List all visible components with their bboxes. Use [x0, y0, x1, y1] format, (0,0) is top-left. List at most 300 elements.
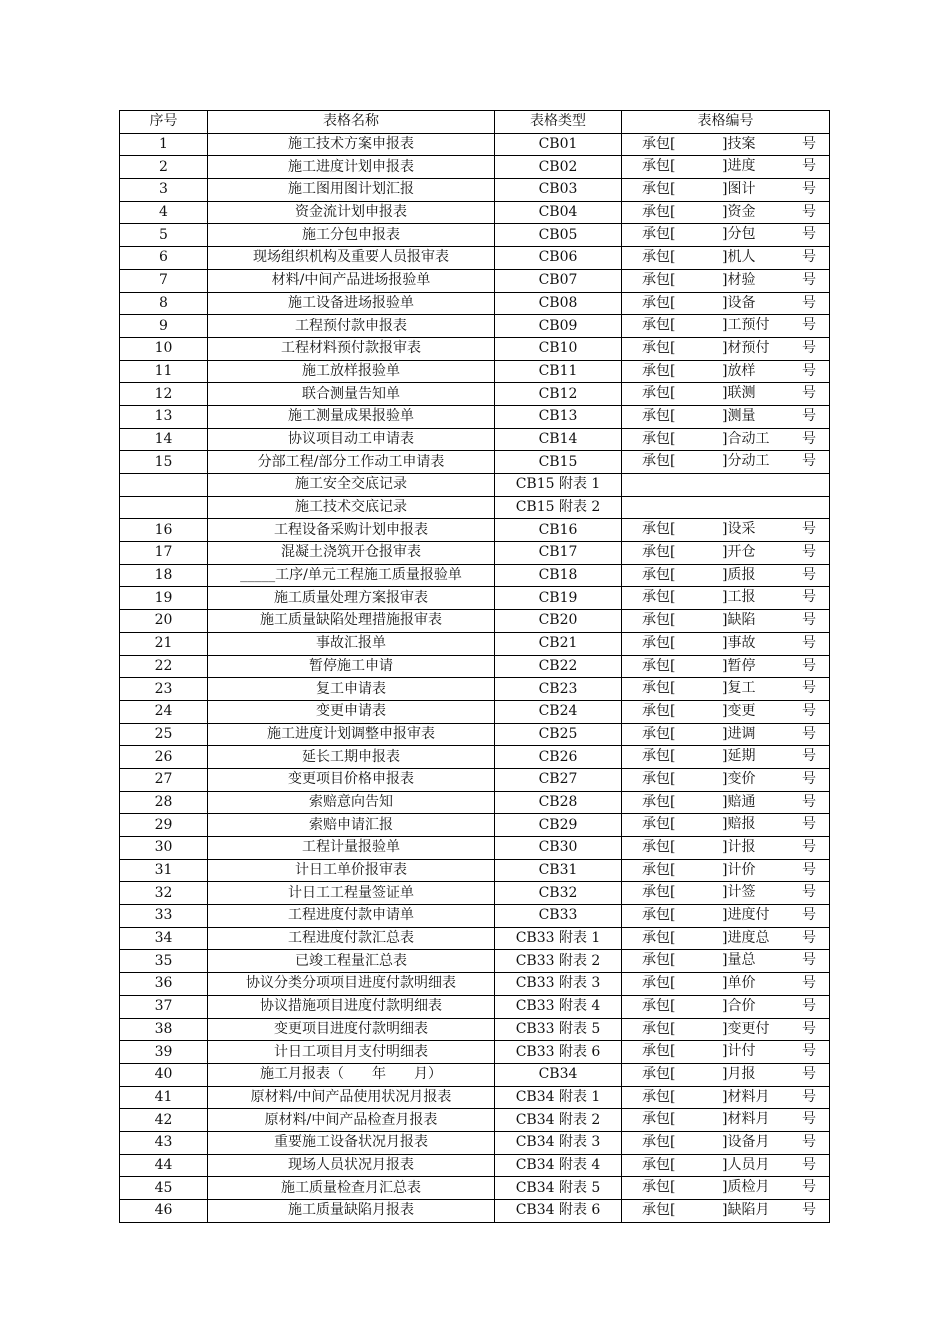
code-prefix: 承包[ — [642, 816, 676, 833]
code-abbreviation: 设采 — [727, 521, 756, 538]
form-type: CB07 — [495, 269, 622, 292]
form-type: CB09 — [495, 315, 622, 338]
form-type: CB04 — [495, 201, 622, 224]
code-bracket-close: ] — [722, 1156, 728, 1173]
code-prefix: 承包[ — [642, 1133, 676, 1150]
code-suffix: 号 — [802, 249, 816, 266]
code-abbreviation: 量总 — [727, 952, 756, 969]
code-abbreviation: 联测 — [727, 385, 756, 402]
row-number: 21 — [120, 632, 208, 655]
form-code — [622, 814, 830, 837]
form-name: 混凝土浇筑开仓报审表 — [208, 542, 495, 565]
form-name: 计日工单价报审表 — [208, 859, 495, 882]
form-type: CB03 — [495, 179, 622, 202]
form-type: CB15 — [495, 451, 622, 474]
form-code — [622, 632, 830, 655]
code-abbreviation: 计付 — [727, 1043, 756, 1060]
form-type: CB33 附表 2 — [495, 950, 622, 973]
form-code — [622, 587, 830, 610]
code-prefix: 承包[ — [642, 430, 676, 447]
form-code — [622, 247, 830, 270]
code-suffix: 号 — [802, 158, 816, 175]
table-row — [120, 746, 830, 769]
table-row — [120, 315, 830, 338]
table-row — [120, 768, 830, 791]
row-number: 8 — [120, 292, 208, 315]
form-type: CB27 — [495, 768, 622, 791]
form-name: 工程预付款申报表 — [208, 315, 495, 338]
form-type: CB33 附表 1 — [495, 927, 622, 950]
form-type: CB16 — [495, 519, 622, 542]
code-prefix: 承包[ — [642, 135, 676, 152]
table-row — [120, 1109, 830, 1132]
row-number: 43 — [120, 1131, 208, 1154]
code-suffix: 号 — [802, 339, 816, 356]
code-prefix: 承包[ — [642, 566, 676, 583]
code-suffix: 号 — [802, 884, 816, 901]
form-code — [622, 700, 830, 723]
code-abbreviation: 分动工 — [727, 453, 770, 470]
code-bracket-close: ] — [722, 589, 728, 606]
form-name: 延长工期申报表 — [208, 746, 495, 769]
form-code — [622, 496, 830, 519]
form-code — [622, 1200, 830, 1223]
form-code — [622, 791, 830, 814]
form-type: CB12 — [495, 383, 622, 406]
code-abbreviation: 材验 — [727, 271, 756, 288]
code-suffix: 号 — [802, 1133, 816, 1150]
form-name: 施工技术方案申报表 — [208, 133, 495, 156]
table-row — [120, 1041, 830, 1064]
form-type: CB14 — [495, 428, 622, 451]
table-row — [120, 632, 830, 655]
code-abbreviation: 测量 — [727, 407, 756, 424]
code-prefix: 承包[ — [642, 839, 676, 855]
code-abbreviation: 进度付 — [727, 907, 770, 924]
row-number: 36 — [120, 973, 208, 996]
code-bracket-close: ] — [722, 793, 728, 810]
form-name: 施工进度计划调整申报审表 — [208, 723, 495, 746]
code-suffix: 号 — [802, 1088, 816, 1105]
table-row — [120, 383, 830, 406]
code-prefix: 承包[ — [642, 952, 676, 969]
code-prefix: 承包[ — [642, 1179, 676, 1196]
code-prefix: 承包[ — [642, 407, 676, 424]
form-name: 施工质量缺陷处理措施报审表 — [208, 610, 495, 633]
code-bracket-close: ] — [722, 1065, 728, 1082]
table-row — [120, 519, 830, 542]
form-code — [622, 1041, 830, 1064]
form-code — [622, 337, 830, 360]
row-number: 23 — [120, 678, 208, 701]
table-row — [120, 973, 830, 996]
code-abbreviation: 进调 — [727, 725, 756, 742]
form-code — [622, 723, 830, 746]
row-number: 2 — [120, 156, 208, 179]
table-row — [120, 678, 830, 701]
code-abbreviation: 计报 — [727, 839, 756, 855]
code-suffix: 号 — [802, 725, 816, 742]
table-row — [120, 179, 830, 202]
form-name: 施工月报表（ 年 月） — [208, 1063, 495, 1086]
form-type: CB30 — [495, 837, 622, 860]
form-type: CB33 附表 6 — [495, 1041, 622, 1064]
form-name: 工程计量报验单 — [208, 837, 495, 860]
form-code — [622, 474, 830, 497]
table-row — [120, 1154, 830, 1177]
code-bracket-close: ] — [722, 725, 728, 742]
form-type: CB02 — [495, 156, 622, 179]
form-type: CB29 — [495, 814, 622, 837]
form-type: CB05 — [495, 224, 622, 247]
code-suffix: 号 — [802, 1065, 816, 1082]
form-code — [622, 428, 830, 451]
code-bracket-close: ] — [722, 430, 728, 447]
code-prefix: 承包[ — [642, 385, 676, 402]
code-abbreviation: 缺陷月 — [727, 1202, 770, 1218]
form-type: CB34 附表 1 — [495, 1086, 622, 1109]
row-number: 18 — [120, 564, 208, 587]
form-name: 暂停施工申请 — [208, 655, 495, 678]
row-number — [120, 496, 208, 519]
form-type: CB34 附表 5 — [495, 1177, 622, 1200]
table-row — [120, 655, 830, 678]
form-code — [622, 882, 830, 905]
row-number — [120, 474, 208, 497]
code-prefix: 承包[ — [642, 702, 676, 719]
row-number: 10 — [120, 337, 208, 360]
form-code — [622, 859, 830, 882]
row-number: 28 — [120, 791, 208, 814]
form-type: CB15 附表 1 — [495, 474, 622, 497]
code-bracket-close: ] — [722, 544, 728, 561]
code-prefix: 承包[ — [642, 317, 676, 334]
code-suffix: 号 — [802, 521, 816, 538]
form-name: 重要施工设备状况月报表 — [208, 1131, 495, 1154]
table-row — [120, 496, 830, 519]
table-row — [120, 360, 830, 383]
code-prefix: 承包[ — [642, 1156, 676, 1173]
form-type: CB28 — [495, 791, 622, 814]
form-type: CB23 — [495, 678, 622, 701]
code-prefix: 承包[ — [642, 589, 676, 606]
form-name: 计日工工程量签证单 — [208, 882, 495, 905]
header-name: 表格名称 — [208, 111, 495, 134]
form-type: CB11 — [495, 360, 622, 383]
code-prefix: 承包[ — [642, 271, 676, 288]
form-code — [622, 905, 830, 928]
code-abbreviation: 单价 — [727, 975, 756, 992]
code-bracket-close: ] — [722, 339, 728, 356]
code-prefix: 承包[ — [642, 249, 676, 266]
form-code — [622, 360, 830, 383]
form-type: CB34 附表 4 — [495, 1154, 622, 1177]
form-name: 施工质量处理方案报审表 — [208, 587, 495, 610]
row-number: 5 — [120, 224, 208, 247]
table-row — [120, 1063, 830, 1086]
form-name: 工程材料预付款报审表 — [208, 337, 495, 360]
form-code — [622, 1086, 830, 1109]
form-name: 材料/中间产品进场报验单 — [208, 269, 495, 292]
code-abbreviation: 工报 — [727, 589, 756, 606]
table-row — [120, 247, 830, 270]
code-prefix: 承包[ — [642, 226, 676, 243]
form-code — [622, 564, 830, 587]
form-name: _____工序/单元工程施工质量报验单 — [208, 564, 495, 587]
form-name: 已竣工程量汇总表 — [208, 950, 495, 973]
form-type: CB18 — [495, 564, 622, 587]
form-name: 施工设备进场报验单 — [208, 292, 495, 315]
code-abbreviation: 开仓 — [727, 544, 756, 561]
form-code — [622, 1177, 830, 1200]
form-name: 施工分包申报表 — [208, 224, 495, 247]
row-number: 16 — [120, 519, 208, 542]
table-row — [120, 474, 830, 497]
code-suffix: 号 — [802, 181, 816, 198]
code-abbreviation: 复工 — [727, 680, 756, 697]
code-abbreviation: 质检月 — [727, 1179, 770, 1196]
form-type: CB13 — [495, 405, 622, 428]
table-row — [120, 201, 830, 224]
form-code — [622, 1018, 830, 1041]
code-prefix: 承包[ — [642, 861, 676, 878]
code-suffix: 号 — [802, 203, 816, 220]
code-suffix: 号 — [802, 271, 816, 288]
code-bracket-close: ] — [722, 884, 728, 901]
code-bracket-close: ] — [722, 816, 728, 833]
code-suffix: 号 — [802, 929, 816, 946]
code-bracket-close: ] — [722, 294, 728, 311]
code-suffix: 号 — [802, 861, 816, 878]
row-number: 12 — [120, 383, 208, 406]
form-code — [622, 973, 830, 996]
code-bracket-close: ] — [722, 271, 728, 288]
code-suffix: 号 — [802, 385, 816, 402]
code-bracket-close: ] — [722, 1133, 728, 1150]
form-code — [622, 451, 830, 474]
code-bracket-close: ] — [722, 181, 728, 198]
form-name: 工程设备采购计划申报表 — [208, 519, 495, 542]
form-code — [622, 383, 830, 406]
table-row — [120, 451, 830, 474]
form-code — [622, 678, 830, 701]
form-name: 现场人员状况月报表 — [208, 1154, 495, 1177]
row-number: 29 — [120, 814, 208, 837]
table-row — [120, 133, 830, 156]
code-bracket-close: ] — [722, 317, 728, 334]
code-suffix: 号 — [802, 317, 816, 334]
code-prefix: 承包[ — [642, 975, 676, 992]
code-suffix: 号 — [802, 612, 816, 629]
form-code — [622, 315, 830, 338]
code-bracket-close: ] — [722, 521, 728, 538]
form-type: CB24 — [495, 700, 622, 723]
code-abbreviation: 计价 — [727, 861, 756, 878]
code-bracket-close: ] — [722, 907, 728, 924]
code-bracket-close: ] — [722, 748, 728, 765]
form-type: CB20 — [495, 610, 622, 633]
form-type: CB26 — [495, 746, 622, 769]
row-number: 44 — [120, 1154, 208, 1177]
form-index-table — [119, 110, 830, 1223]
form-code — [622, 405, 830, 428]
row-number: 45 — [120, 1177, 208, 1200]
code-prefix: 承包[ — [642, 612, 676, 629]
code-bracket-close: ] — [722, 1088, 728, 1105]
row-number: 32 — [120, 882, 208, 905]
code-abbreviation: 合价 — [727, 997, 756, 1014]
code-bracket-close: ] — [722, 997, 728, 1014]
form-name: 施工质量缺陷月报表 — [208, 1200, 495, 1223]
table-row — [120, 564, 830, 587]
form-name: 计日工项目月支付明细表 — [208, 1041, 495, 1064]
code-prefix: 承包[ — [642, 521, 676, 538]
code-abbreviation: 赔通 — [727, 793, 756, 810]
code-abbreviation: 计签 — [727, 884, 756, 901]
code-abbreviation: 变价 — [727, 770, 756, 787]
header-code: 表格编号 — [622, 111, 830, 134]
row-number: 37 — [120, 995, 208, 1018]
code-prefix: 承包[ — [642, 1111, 676, 1128]
form-name: 施工放样报验单 — [208, 360, 495, 383]
code-abbreviation: 延期 — [727, 748, 756, 765]
code-bracket-close: ] — [722, 702, 728, 719]
form-name: 施工安全交底记录 — [208, 474, 495, 497]
code-suffix: 号 — [802, 430, 816, 447]
form-code — [622, 156, 830, 179]
code-bracket-close: ] — [722, 1043, 728, 1060]
form-code — [622, 950, 830, 973]
code-prefix: 承包[ — [642, 339, 676, 356]
code-prefix: 承包[ — [642, 362, 676, 379]
row-number: 26 — [120, 746, 208, 769]
form-name: 资金流计划申报表 — [208, 201, 495, 224]
code-abbreviation: 缺陷 — [727, 612, 756, 629]
code-prefix: 承包[ — [642, 453, 676, 470]
code-suffix: 号 — [802, 975, 816, 992]
table-row — [120, 791, 830, 814]
code-abbreviation: 技案 — [727, 135, 756, 152]
code-abbreviation: 放样 — [727, 362, 756, 379]
code-suffix: 号 — [802, 748, 816, 765]
code-suffix: 号 — [802, 1111, 816, 1128]
code-abbreviation: 材料月 — [727, 1111, 770, 1128]
code-prefix: 承包[ — [642, 680, 676, 697]
code-prefix: 承包[ — [642, 634, 676, 651]
form-type: CB25 — [495, 723, 622, 746]
code-suffix: 号 — [802, 952, 816, 969]
row-number: 20 — [120, 610, 208, 633]
code-prefix: 承包[ — [642, 294, 676, 311]
code-abbreviation: 资金 — [727, 203, 756, 220]
code-suffix: 号 — [802, 1156, 816, 1173]
code-abbreviation: 赔报 — [727, 816, 756, 833]
form-name: 变更申请表 — [208, 700, 495, 723]
table-row — [120, 814, 830, 837]
code-prefix: 承包[ — [642, 997, 676, 1014]
code-abbreviation: 进度总 — [727, 929, 770, 946]
row-number: 1 — [120, 133, 208, 156]
header-no: 序号 — [120, 111, 208, 134]
form-code — [622, 269, 830, 292]
table-row — [120, 292, 830, 315]
code-bracket-close: ] — [722, 1111, 728, 1128]
row-number: 19 — [120, 587, 208, 610]
code-bracket-close: ] — [722, 203, 728, 220]
code-abbreviation: 工预付 — [727, 317, 770, 334]
code-abbreviation: 设备 — [727, 294, 756, 311]
header-type: 表格类型 — [495, 111, 622, 134]
form-name: 施工技术交底记录 — [208, 496, 495, 519]
form-name: 施工图用图计划汇报 — [208, 179, 495, 202]
table-row — [120, 269, 830, 292]
code-bracket-close: ] — [722, 453, 728, 470]
code-suffix: 号 — [802, 1020, 816, 1037]
form-name: 工程进度付款汇总表 — [208, 927, 495, 950]
form-code — [622, 224, 830, 247]
code-suffix: 号 — [802, 793, 816, 810]
form-name: 复工申请表 — [208, 678, 495, 701]
row-number: 17 — [120, 542, 208, 565]
table-row — [120, 1177, 830, 1200]
form-code — [622, 1109, 830, 1132]
code-prefix: 承包[ — [642, 1065, 676, 1082]
table-row — [120, 337, 830, 360]
code-bracket-close: ] — [722, 566, 728, 583]
row-number: 3 — [120, 179, 208, 202]
form-name: 工程进度付款申请单 — [208, 905, 495, 928]
row-number: 33 — [120, 905, 208, 928]
code-suffix: 号 — [802, 1202, 816, 1218]
table-row — [120, 156, 830, 179]
code-suffix: 号 — [802, 566, 816, 583]
code-abbreviation: 人员月 — [727, 1156, 770, 1173]
code-bracket-close: ] — [722, 135, 728, 152]
code-suffix: 号 — [802, 544, 816, 561]
code-bracket-close: ] — [722, 158, 728, 175]
form-type: CB33 附表 3 — [495, 973, 622, 996]
row-number: 41 — [120, 1086, 208, 1109]
form-type: CB06 — [495, 247, 622, 270]
form-name: 协议项目动工申请表 — [208, 428, 495, 451]
form-name: 变更项目进度付款明细表 — [208, 1018, 495, 1041]
form-name: 协议分类分项项目进度付款明细表 — [208, 973, 495, 996]
table-row — [120, 1131, 830, 1154]
form-type: CB33 附表 5 — [495, 1018, 622, 1041]
code-bracket-close: ] — [722, 770, 728, 787]
form-type: CB21 — [495, 632, 622, 655]
code-bracket-close: ] — [722, 226, 728, 243]
row-number: 31 — [120, 859, 208, 882]
code-bracket-close: ] — [722, 1020, 728, 1037]
code-abbreviation: 设备月 — [727, 1133, 770, 1150]
form-type: CB34 附表 3 — [495, 1131, 622, 1154]
code-prefix: 承包[ — [642, 544, 676, 561]
code-bracket-close: ] — [722, 680, 728, 697]
form-type: CB19 — [495, 587, 622, 610]
code-bracket-close: ] — [722, 407, 728, 424]
form-name: 施工测量成果报验单 — [208, 405, 495, 428]
form-code — [622, 542, 830, 565]
code-abbreviation: 材料月 — [727, 1088, 770, 1105]
table-row — [120, 950, 830, 973]
table-row — [120, 927, 830, 950]
code-prefix: 承包[ — [642, 907, 676, 924]
form-code — [622, 133, 830, 156]
code-suffix: 号 — [802, 839, 816, 855]
code-abbreviation: 机人 — [727, 249, 756, 266]
row-number: 24 — [120, 700, 208, 723]
